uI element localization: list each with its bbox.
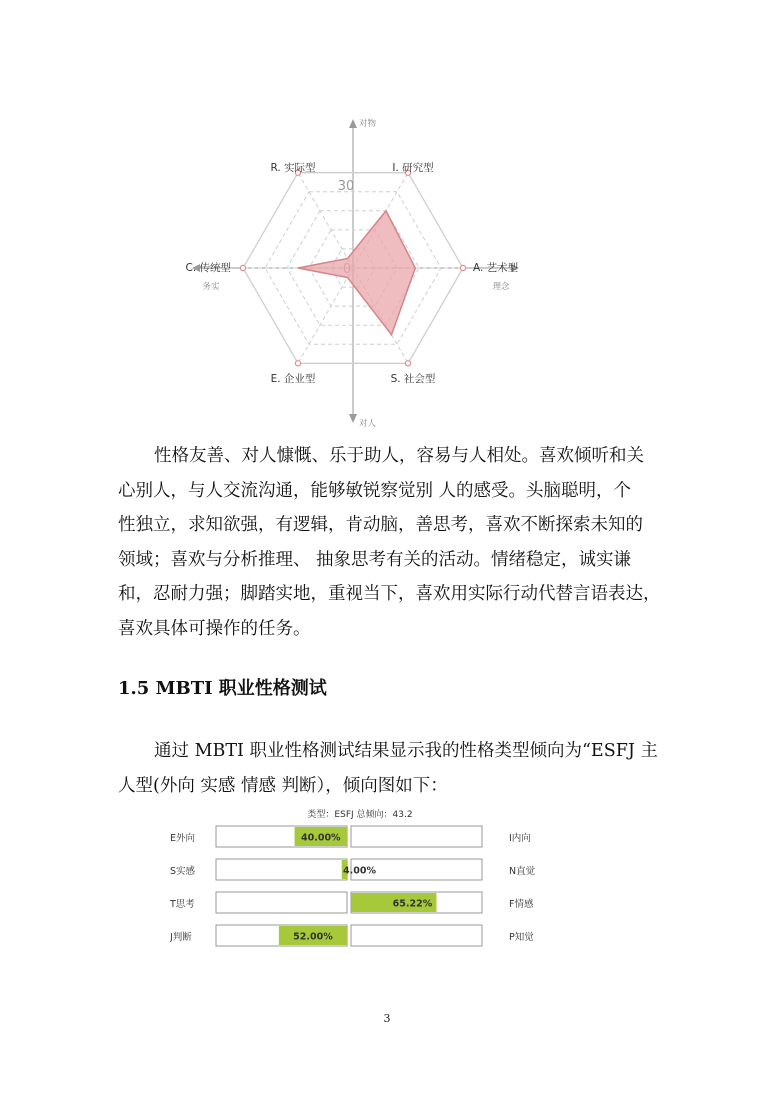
axis-label-left: 务实 <box>202 282 220 292</box>
axis-label-right: 理念 <box>492 282 510 292</box>
paragraph-line: 心别人，与人交流沟通，能够敏锐察觉别 人的感受。头脑聪明，个 <box>118 480 632 501</box>
scale-max-label: 30 <box>337 178 355 194</box>
paragraph-line: 喜欢具体可操作的任务。 <box>118 618 311 639</box>
personality-paragraph <box>118 439 663 646</box>
mbti-right-label: P知觉 <box>509 932 534 943</box>
paragraph-line: 性格友善、对人慷慨、乐于助人，容易与人相处。喜欢倾听和关 <box>154 446 644 466</box>
mbti-chart-title: 类型：ESFJ 总倾向：43.2 <box>307 810 413 820</box>
radar-category-label: C. 传统型 <box>185 262 231 274</box>
paragraph-line: 领域；喜欢与分析推理、 抽象思考有关的活动。情绪稳定，诚实谦 <box>118 549 632 570</box>
mbti-right-label: F情感 <box>509 899 534 910</box>
axis-arrow-down-icon <box>349 414 357 423</box>
mbti-tendency-chart <box>170 805 550 965</box>
radar-category-label: S. 社会型 <box>390 373 436 385</box>
mbti-left-label: T思考 <box>170 899 195 910</box>
radar-vertex-dot <box>460 265 465 270</box>
radar-vertex-dot <box>295 361 300 366</box>
mbti-right-label: I内向 <box>509 833 531 844</box>
mbti-bar-label: 40.00% <box>301 832 341 844</box>
paragraph-line: 和，忍耐力强；脚踏实地，重视当下，喜欢用实际行动代替言语表达， <box>118 584 661 604</box>
radar-vertex-dot <box>405 361 410 366</box>
radar-category-label: I. 研究型 <box>392 162 434 174</box>
radar-spoke <box>298 268 353 363</box>
mbti-bar-label: 52.00% <box>293 931 333 943</box>
holland-radar-chart <box>170 112 540 430</box>
axis-label-top: 对物 <box>359 119 377 129</box>
mbti-left-label: J判断 <box>170 932 192 943</box>
radar-category-label: E. 企业型 <box>270 373 316 385</box>
mbti-left-label: E外向 <box>170 833 196 844</box>
mbti-left-label: S实感 <box>170 866 196 877</box>
mbti-paragraph <box>118 734 663 803</box>
paragraph-line: 性独立，求知欲强，有逻辑，肯动脑，善思考，喜欢不断探索未知的 <box>118 515 643 535</box>
paragraph-line: 通过 MBTI 职业性格测试结果显示我的性格类型倾向为“ESFJ 主 <box>154 741 658 761</box>
section-heading: 1.5 MBTI 职业性格测试 <box>118 678 327 699</box>
paragraph-line: 人型(外向 实感 情感 判断），倾向图如下： <box>118 775 448 796</box>
mbti-left-box <box>216 859 347 880</box>
mbti-bar-label: 65.22% <box>392 898 433 910</box>
axis-arrow-up-icon <box>349 119 357 128</box>
radar-vertex-dot <box>240 265 245 270</box>
mbti-right-label: N直觉 <box>509 866 536 877</box>
mbti-right-box <box>351 826 482 847</box>
mbti-left-box <box>216 892 347 913</box>
mbti-right-box <box>351 925 482 946</box>
radar-data-area <box>298 211 415 335</box>
page-number: 3 <box>383 1012 391 1025</box>
axis-label-bottom: 对人 <box>359 419 377 429</box>
radar-category-label: A. 艺术型 <box>473 262 519 274</box>
mbti-bar-label: 4.00% <box>343 865 376 877</box>
radar-category-label: R. 实际型 <box>270 162 316 174</box>
